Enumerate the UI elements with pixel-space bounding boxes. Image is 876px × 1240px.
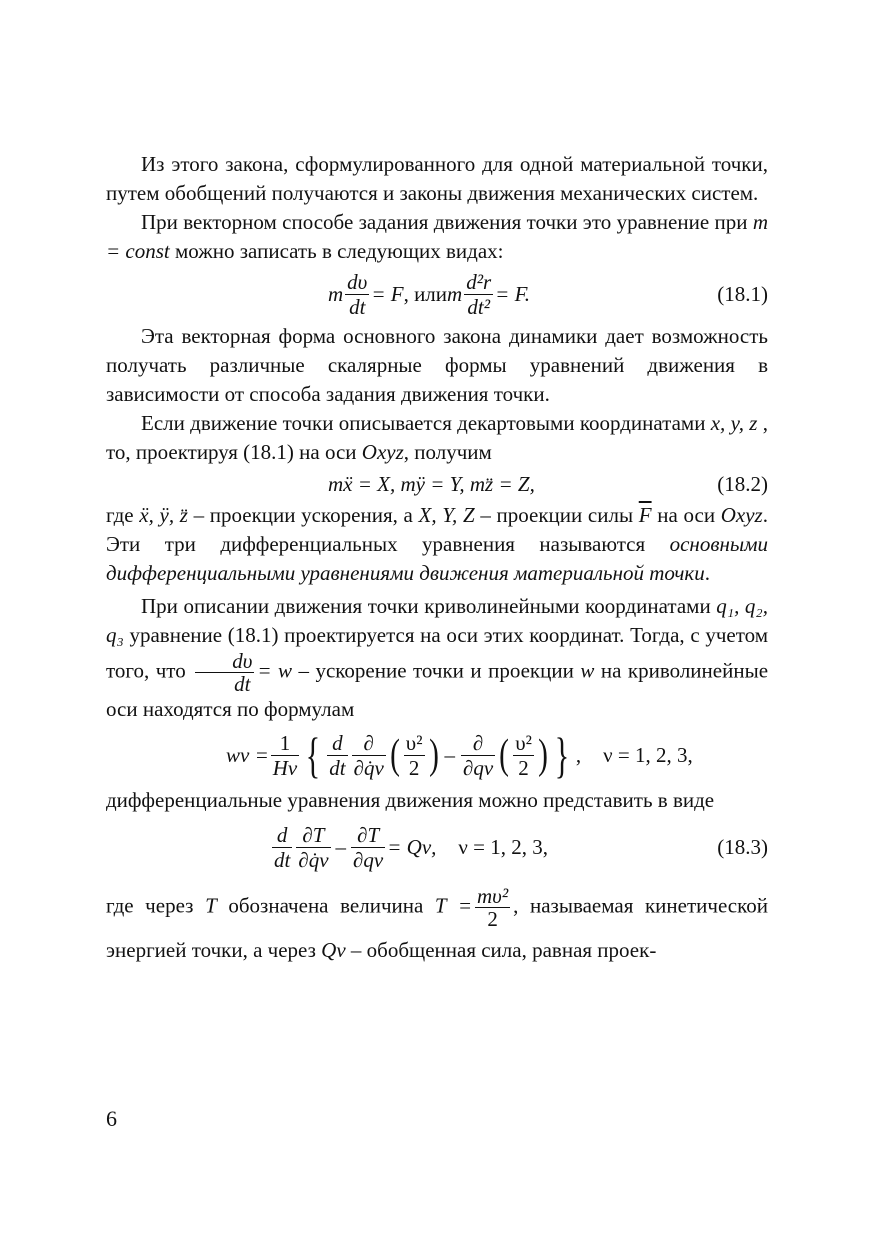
equation-label: (18.1) [717, 281, 768, 306]
equation-w-nu: wν = $\frac{1}{H\nu}$ { $\frac{d}{dt}$ $\frac{\partial}{\partial q̇\nu}$ ( $\frac{\text{υ²}}{2}$ ) – $\frac{\partial}{\partial q\nu}$ ( $\frac{\text{υ²}}{2}$ ) } , ν = 1, 2, 3, [226, 727, 693, 783]
fraction-d-dt: $\frac{d}{dt}$ [329, 730, 346, 780]
paragraph-5: где ẍ, ÿ, z̈ – проекции ускорения, а X, Y, Z – проекции силы $\overline{F}$ на оси Oxyz. Эти три дифференциальных уравнения называются основными дифференциальными уравнениями движения материальной точки. [106, 503, 768, 585]
fraction-d-dt: $\frac{d}{dt}$ [274, 822, 291, 872]
paragraph-3: Эта векторная форма основного закона динамики дает возможность получать различные скалярные формы уравнений движения в зависимости от способа задания движения точки. [106, 324, 768, 406]
equation-label: (18.2) [717, 471, 768, 496]
fraction-v2-2: $\frac{\text{υ²}}{2}$ [405, 730, 423, 780]
paragraph-2: При векторном способе задания движения точки это уравнение при m = const можно записать в следующих видах: [106, 210, 768, 263]
left-paren: ( [389, 732, 400, 778]
fraction-dv-dt-inline: $\frac{d\upsilon}{dt}$ [195, 650, 254, 695]
fraction-1-H: $\frac{1}{H\nu}$ [272, 730, 298, 780]
equation-18-2: mẍ = X, mÿ = Y, mz̈ = Z, (18.2) [106, 467, 768, 501]
left-paren: ( [499, 732, 510, 778]
right-brace: } [554, 727, 570, 783]
equation-label: (18.3) [717, 834, 768, 859]
fraction-partial-qdot: $\frac{\partial}{\partial q̇\nu}$ [353, 730, 384, 780]
right-paren: ) [538, 732, 548, 778]
left-brace: { [306, 727, 321, 783]
page-content [106, 150, 768, 970]
m-const: m = const [106, 210, 768, 263]
fraction-v2-2: $\frac{\text{υ²}}{2}$ [515, 730, 532, 780]
right-paren: ) [428, 732, 439, 778]
page-number: 6 [106, 1106, 117, 1131]
equation-18-1: m $\frac{d\upsilon}{dt}$ = F , или m $\frac{\text{d²r}}{\text{dt²}}$ = F. (18.1) [106, 266, 768, 322]
paragraph-4: Если движение точки описывается декартовыми координатами x, y, z , то, проектируя (18.1) на оси Oxyz, получим [106, 411, 769, 464]
fraction-mv2-2: $\frac{\text{mυ²}}{2}$ [477, 884, 509, 931]
defined-term: основными дифференциальными уравнениями движения материальной точки [106, 532, 768, 585]
paragraph-6: При описании движения точки криволинейными координатами q₁, q₂, q₃ уравнение (18.1) проектируется на оси этих координат. Тогда, с учетом того, что $\frac{d\upsilon}{dt}$ = w – ускорение точки и проекции w на криволинейные оси находятся по формулам [106, 594, 769, 721]
equation-18-3: $\frac{d}{dt}$ $\frac{\partial T}{\partial q̇\nu}$ – $\frac{\partial T}{\partial q\nu}$ = Qν, ν = 1, 2, 3, (18.3) [106, 815, 768, 879]
paragraph-8: где через T обозначена величина T = $\frac{\text{mυ²}}{2}$ , называемая кинетической энергией точки, а через Qν – обобщенная сила, равная проек- [106, 884, 768, 962]
paragraph-1: Из этого закона, сформулированного для одной материальной точки, путем обобщений получаются и законы движения механических систем. [106, 152, 768, 205]
fraction-dT-dq: $\frac{\partial T}{\partial q\nu}$ [353, 822, 384, 872]
fraction-d2r-dt2: $\frac{\text{d²r}}{\text{dt²}}$ [466, 269, 492, 319]
fraction-dT-dqdot: $\frac{\partial T}{\partial q̇\nu}$ [298, 822, 329, 872]
paragraph-7: дифференциальные уравнения движения можно представить в виде [106, 788, 715, 812]
fraction-dv-dt: $\frac{d\upsilon}{dt}$ [347, 269, 368, 319]
fraction-partial-q: $\frac{\partial}{\partial q\nu}$ [463, 730, 494, 780]
